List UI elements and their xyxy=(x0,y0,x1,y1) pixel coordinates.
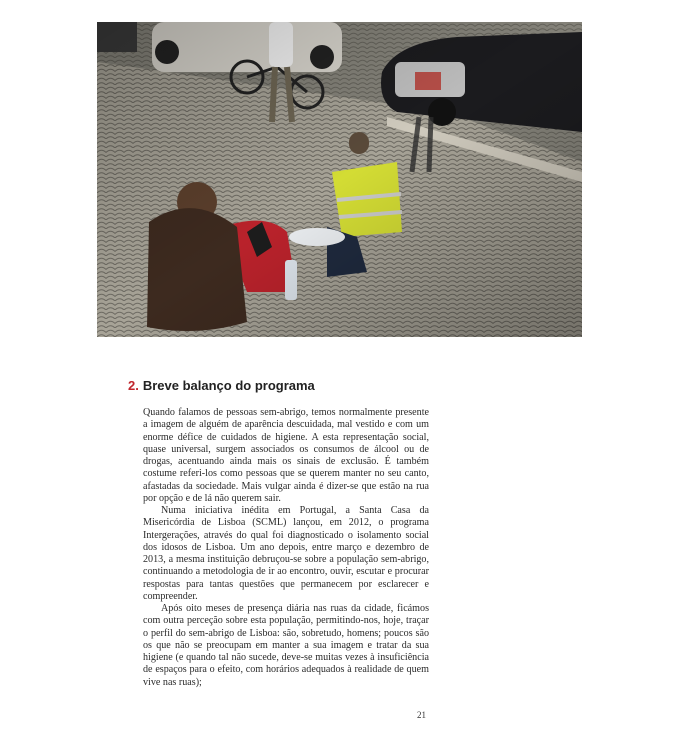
section-number: 2. xyxy=(128,378,139,393)
paragraph-2: Numa iniciativa inédita em Portugal, a Santa Casa da Misericórdia de Lisboa (SCML) lançou, em 2012, o programa Intergerações, através do qual foi diagnosticado o isolamento social dos idosos de Lisboa. Um ano depois, entre março e dezembro de 2013, a mesma instituição debruçou-se sobre a população sem-abrigo, continuando a metodologia de ir ao encontro, ouvir, escutar e procurar respostas para tantas questões que permanecem por esclarecer e compreender. xyxy=(143,505,429,602)
page-number: 21 xyxy=(417,710,426,720)
paragraph-3: Após oito meses de presença diária nas ruas da cidade, ficámos com outra perceção sobre esta população, permitindo-nos, hoje, traçar o perfil do sem-abrigo de Lisboa: são, sobretudo, homens; poucos são os que não se preocupam em manter a sua imagem e tratar da sua higiene (e quando tal não sucede, deve-se muitas vezes à insuficiência de espaços para o efeito, com horários adequados à realidade de quem vive nas ruas); xyxy=(143,603,429,688)
street-photo xyxy=(97,22,582,337)
article-body xyxy=(143,407,429,689)
section-heading xyxy=(128,378,448,393)
street-photo-illustration xyxy=(97,22,582,337)
section-title: Breve balanço do programa xyxy=(142,378,315,393)
paragraph-1: Quando falamos de pessoas sem-abrigo, temos normalmente presente a imagem de alguém de aparência descuidada, mal vestido e com um enorme défice de cuidados de higiene. A esta representação social, quase universal, surgem associados os consumos de álcool ou de drogas, acentuando ainda mais os sinais de exclusão. É também costume referi-los como pessoas que se querem manter no seu canto, afastadas da sociedade. Mais vulgar ainda é dizer-se que estão na rua por opção e de lá não querem sair. xyxy=(143,407,429,504)
